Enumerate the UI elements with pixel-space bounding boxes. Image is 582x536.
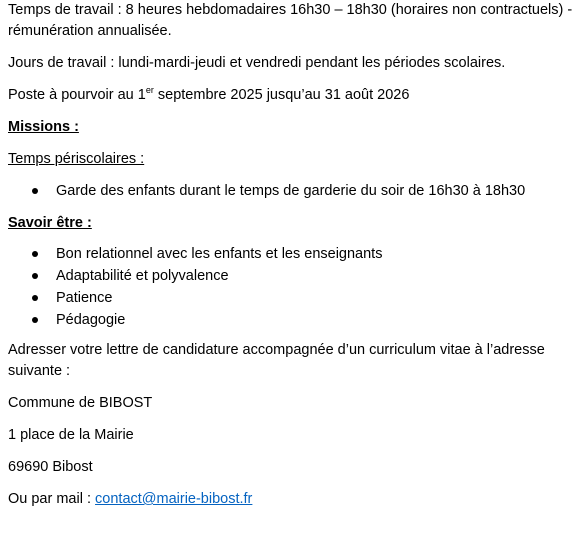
bullet-icon bbox=[32, 317, 38, 323]
hours-line-2: rémunération annualisée. bbox=[8, 23, 172, 39]
bullet-icon bbox=[32, 273, 38, 279]
hours-line-1: Temps de travail : 8 heures hebdomadaires 16h30 – 18h30 (horaires non contractuels) - bbox=[8, 2, 573, 18]
missions-heading: Missions : bbox=[8, 119, 79, 135]
hours-paragraph bbox=[8, 0, 578, 42]
savoir-etre-heading: Savoir être : bbox=[8, 215, 92, 231]
mail-paragraph bbox=[8, 489, 578, 510]
list-item: Adaptabilité et polyvalence bbox=[8, 265, 578, 287]
post-superscript: er bbox=[145, 85, 154, 96]
address-name: Commune de BIBOST bbox=[8, 395, 153, 411]
periscolaire-heading: Temps périscolaires : bbox=[8, 151, 145, 167]
apply-paragraph bbox=[8, 340, 578, 382]
list-item: Bon relationnel avec les enfants et les enseignants bbox=[8, 243, 578, 265]
bullet-icon bbox=[32, 188, 38, 194]
post-suffix: septembre 2025 jusqu’au 31 août 2026 bbox=[153, 87, 410, 103]
document-body bbox=[8, 0, 578, 510]
list-item: Patience bbox=[8, 287, 578, 309]
post-paragraph bbox=[8, 85, 578, 106]
apply-line-2: suivante : bbox=[8, 363, 71, 379]
apply-line-1: Adresser votre lettre de candidature accompagnée d’un curriculum vitae à l’adresse bbox=[8, 342, 545, 358]
address-street: 1 place de la Mairie bbox=[8, 427, 134, 443]
mail-prefix: Ou par mail : bbox=[8, 491, 96, 507]
address-city: 69690 Bibost bbox=[8, 459, 93, 475]
bullet-icon bbox=[32, 295, 38, 301]
post-prefix: Poste à pourvoir au 1 bbox=[8, 87, 146, 103]
days-paragraph: Jours de travail : lundi-mardi-jeudi et vendredi pendant les périodes scolaires. bbox=[8, 55, 506, 71]
missions-list bbox=[8, 180, 578, 202]
list-item: Pédagogie bbox=[8, 309, 578, 331]
bullet-icon bbox=[32, 251, 38, 257]
list-item: Garde des enfants durant le temps de garderie du soir de 16h30 à 18h30 bbox=[8, 180, 578, 202]
mail-link[interactable]: contact@mairie-bibost.fr bbox=[95, 491, 253, 507]
savoir-etre-list bbox=[8, 243, 578, 331]
